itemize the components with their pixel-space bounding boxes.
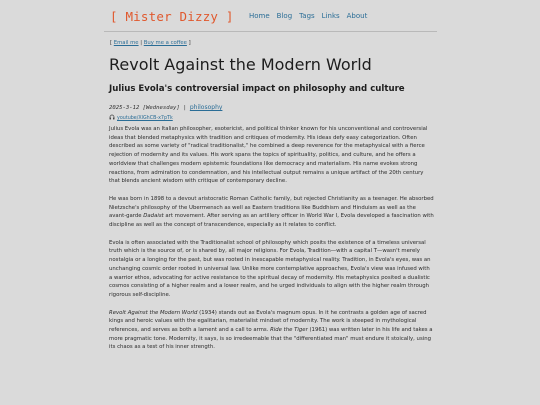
contact-links: [110, 40, 191, 46]
body-paragraph: [109, 195, 434, 230]
nav-blog[interactable]: Blog: [276, 12, 293, 20]
top-nav: [249, 12, 367, 20]
paragraph-text: Julius Evola was an Italian philosopher, esotericist, and political thinker known for his unconventional and controversial ideas that blended metaphysics with tradition and critiques of modernity. His ideas defy easy categorization. Often described as some variety of "radical traditionalist," he combined a deep reverence for the metaphysical with a fierce rejection of modernity and its values. His work spans the topics of spirituality, politics, and culture, and he offers a worldview that challenges modern epistemic foundations like democracy and materialism. His name evokes strong reactions, from admiration to condemnation, and his intellectual output remains a unique artifact of the 20th century that blends ancient wisdom with critique of contemporary decline.: [109, 126, 428, 185]
bracket-close: ]: [186, 40, 191, 46]
nav-tags[interactable]: Tags: [299, 12, 315, 20]
post-date: 2025-3-12 [Wednesday]: [109, 105, 180, 111]
audio-row: [109, 114, 173, 121]
email-link[interactable]: Email me: [113, 40, 139, 46]
paragraph-text: (1934) stands out as Evola's magnum opus. In it he contrasts a golden age of sacred kings and heroic values with the egalitarian, materialist mindset of modernity. The work is steeped in mythological references, and serves as both a lament and a call to arms.: [109, 309, 427, 334]
post-title: Revolt Against the Modern World: [109, 55, 372, 74]
site-header: [104, 0, 437, 32]
nav-home[interactable]: Home: [249, 12, 270, 20]
italic-text: Ride the Tiger: [270, 327, 308, 334]
nav-about[interactable]: About: [346, 12, 368, 20]
meta-separator: |: [179, 105, 190, 111]
paragraph-text: art movement. After serving as an artillery officer in World War I, Evola developed a fascination with discipline as well as the concept of transcendence, especially as it relates to conflict.: [109, 213, 434, 229]
italic-text: Dadaist: [143, 213, 164, 220]
body-paragraph: [109, 125, 434, 186]
tag-link[interactable]: philosophy: [189, 104, 223, 111]
paragraph-text: He was born in 1898 to a devout aristocratic Roman Catholic family, but rejected Christianity as a teenager. He absorbed Nietzsche's philosophy of the Ubermensch as well as Eastern traditions like Buddhism and Hinduism as well as the avant-garde: [109, 195, 434, 220]
italic-text: Revolt Against the Modern World: [109, 309, 198, 316]
nav-links[interactable]: Links: [321, 12, 340, 20]
audio-link[interactable]: youtube/XlGhCB-x7pTk: [117, 116, 173, 121]
site-logo-link[interactable]: [ Mister Dizzy ]: [110, 9, 234, 24]
paragraph-text: (1961) was written later in his life and takes a more pragmatic tone. Modernity, it says, is so irredeemable that the "differentiated man" must endure it stoically, using its chaos as a test of his inner strength.: [109, 327, 433, 351]
headphones-icon: [109, 114, 115, 120]
body-paragraph: [109, 309, 434, 353]
post-subtitle: Julius Evola's controversial impact on philosophy and culture: [109, 84, 405, 94]
links-separator: |: [138, 40, 144, 46]
post-meta: [109, 104, 222, 111]
coffee-link[interactable]: Buy me a coffee: [143, 40, 187, 46]
paragraph-text: Evola is often associated with the Traditionalist school of philosophy which posits the existence of a timeless universal truth which is the source of, or is shared by, all major religions. For Evola, Tradition—with a capital T—wasn't merely nostalgia or a longing for the past, but was rooted in inescapable metaphysical reality. Tradition, in Evola's eyes, was an unchanging cosmic order rooted in universal law. Unlike more contemplative approaches, Evola's view was infused with a warrior ethos, advocating for active resistance to the spiritual decay of modernity. His metaphysics posited a dualistic cosmos consisting of a higher realm and a lower realm, and he urged individuals to align with the higher realm through rigorous self-discipline.: [109, 239, 431, 298]
bracket-open: [: [110, 40, 114, 46]
body-paragraph: [109, 239, 434, 300]
post-body: [109, 125, 434, 361]
